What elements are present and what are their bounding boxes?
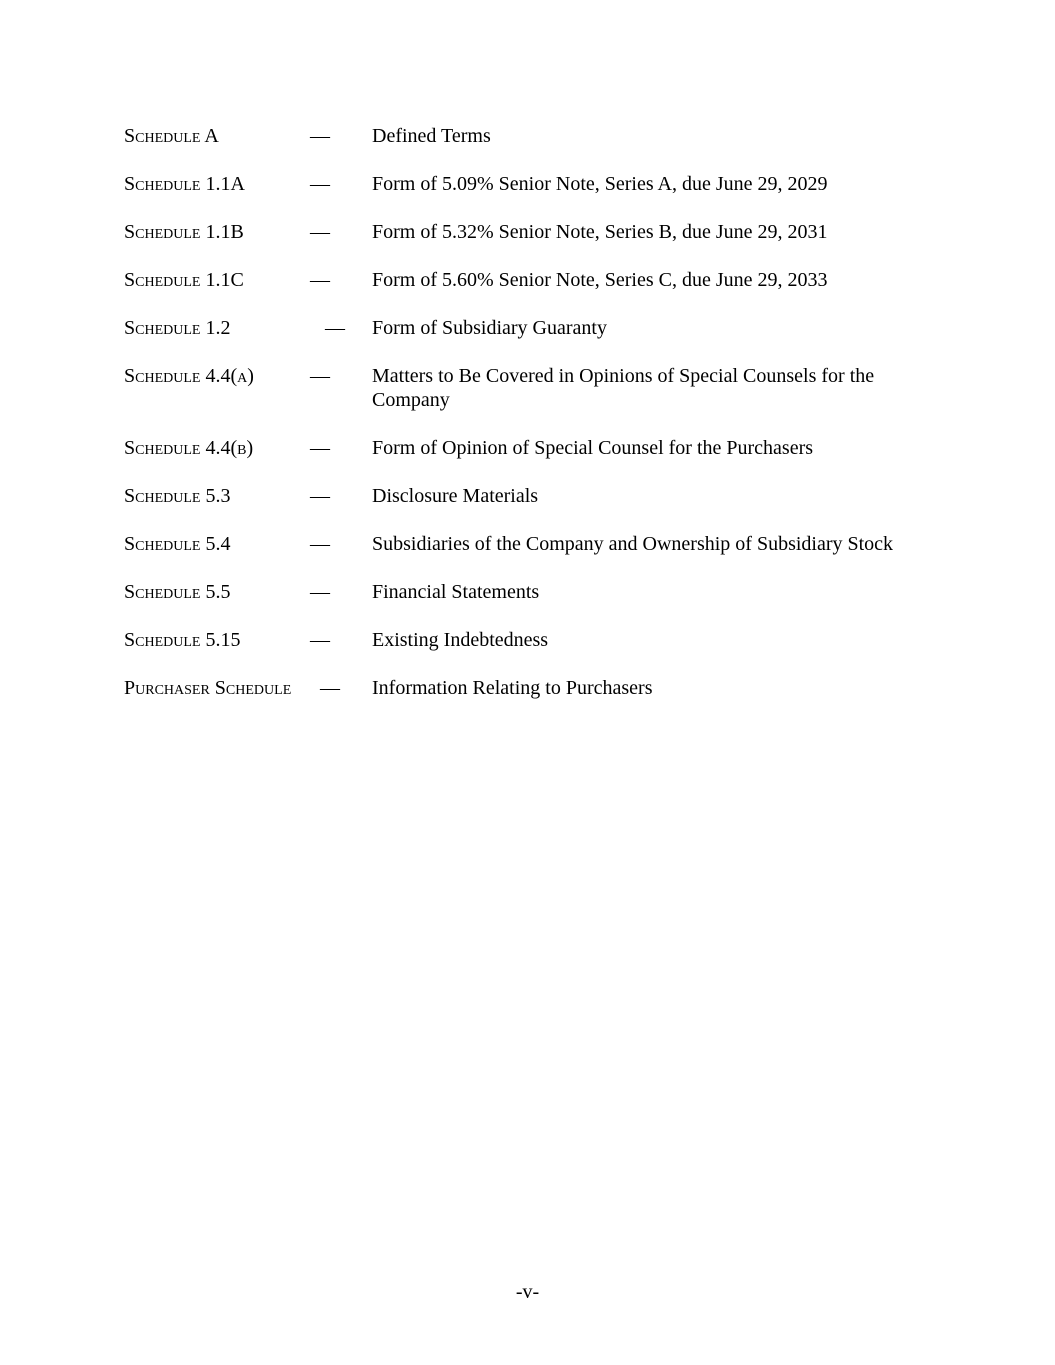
schedule-description: Matters to Be Covered in Opinions of Special Counsels for the Company [372, 365, 875, 411]
schedule-dash: — [310, 173, 330, 195]
schedule-description: Information Relating to Purchasers [372, 677, 653, 699]
schedule-description: Form of 5.09% Senior Note, Series A, due June 29, 2029 [372, 173, 828, 195]
schedule-row-1-1c [124, 268, 924, 292]
schedule-label: Schedule 5.4 [124, 533, 231, 555]
schedule-row-5-15 [124, 628, 924, 652]
schedule-label: Schedule 1.2 [124, 317, 231, 339]
schedule-label: Schedule A [124, 125, 219, 147]
schedule-description: Form of 5.32% Senior Note, Series B, due June 29, 2031 [372, 221, 828, 243]
schedule-dash: — [320, 677, 340, 699]
schedule-dash: — [310, 269, 330, 291]
schedule-description: Financial Statements [372, 581, 540, 603]
schedule-row-4-4b [124, 436, 924, 460]
schedule-label: Schedule 1.1B [124, 221, 244, 243]
schedule-label: Schedule 5.5 [124, 581, 231, 603]
schedule-description: Existing Indebtedness [372, 629, 549, 651]
schedule-label: Schedule 4.4(b) [124, 437, 254, 459]
schedule-description: Form of Opinion of Special Counsel for the Purchasers [372, 437, 814, 459]
schedule-dash: — [325, 317, 345, 339]
schedule-description: Form of 5.60% Senior Note, Series C, due June 29, 2033 [372, 269, 828, 291]
schedule-label: Purchaser Schedule [124, 677, 292, 699]
schedule-row-4-4a [124, 364, 924, 412]
schedule-dash: — [310, 365, 330, 387]
schedule-row-5-3 [124, 484, 924, 508]
schedule-row-purchaser [124, 676, 924, 700]
schedule-dash: — [310, 221, 330, 243]
schedule-description: Subsidiaries of the Company and Ownership of Subsidiary Stock [372, 533, 894, 555]
schedule-label: Schedule 4.4(a) [124, 365, 254, 387]
schedule-dash: — [310, 629, 330, 651]
schedule-row-5-5 [124, 580, 924, 604]
schedule-dash: — [310, 125, 330, 147]
schedule-description: Defined Terms [372, 125, 491, 147]
schedule-row-a [124, 124, 924, 148]
schedule-label: Schedule 1.1C [124, 269, 244, 291]
schedule-row-1-2 [124, 316, 924, 340]
schedule-description: Disclosure Materials [372, 485, 539, 507]
schedule-dash: — [310, 581, 330, 603]
schedule-dash: — [310, 533, 330, 555]
schedule-row-1-1a [124, 172, 924, 196]
schedule-list [124, 124, 924, 724]
schedule-row-5-4 [124, 532, 924, 556]
schedule-dash: — [310, 485, 330, 507]
page-number: -v- [515, 1281, 540, 1303]
schedule-label: Schedule 5.15 [124, 629, 241, 651]
schedule-label: Schedule 1.1A [124, 173, 245, 195]
schedule-row-1-1b [124, 220, 924, 244]
schedule-label: Schedule 5.3 [124, 485, 231, 507]
schedule-description: Form of Subsidiary Guaranty [372, 317, 607, 339]
schedule-dash: — [310, 437, 330, 459]
